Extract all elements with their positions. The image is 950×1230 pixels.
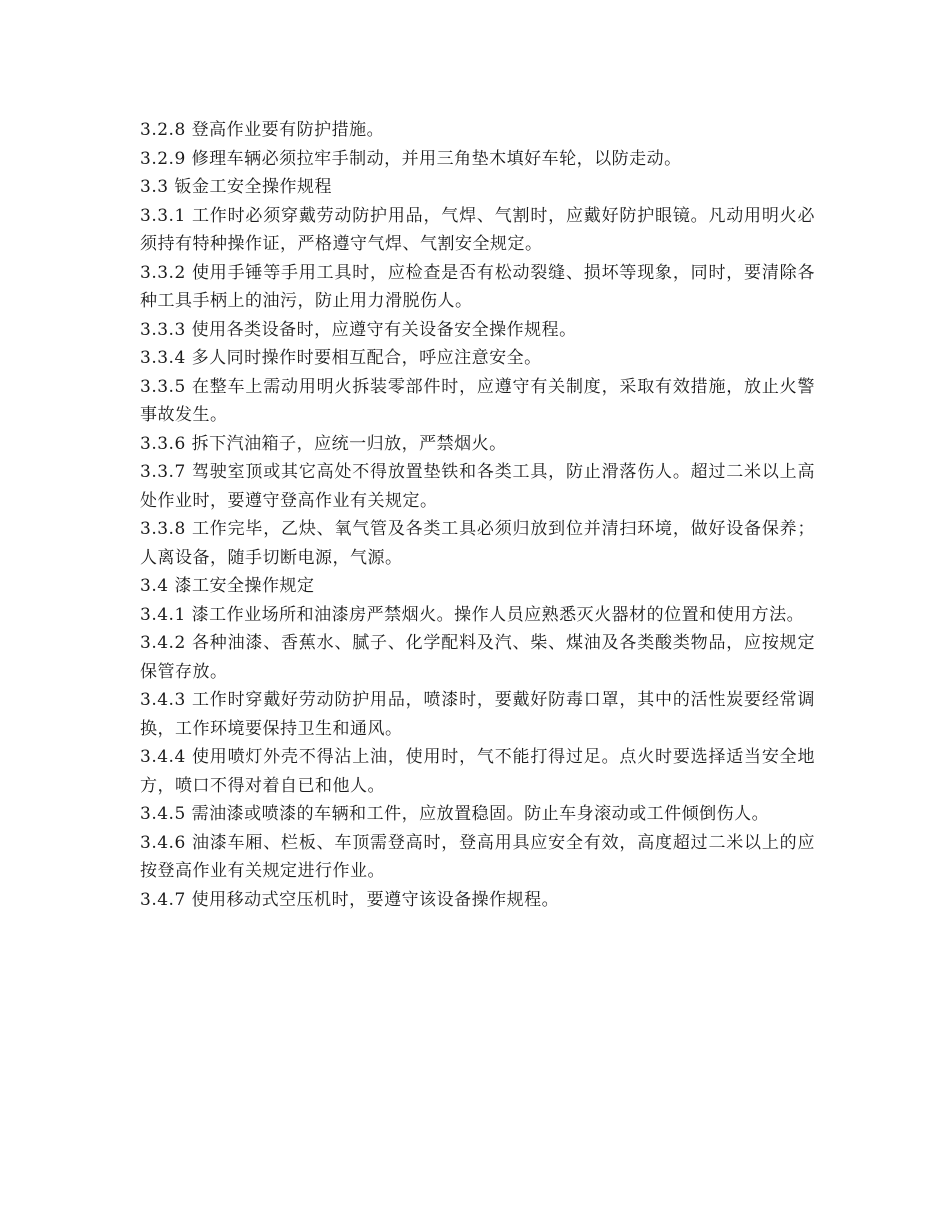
paragraph-3-4-5: 3.4.5 需油漆或喷漆的车辆和工件，应放置稳固。防止车身滚动或工件倾倒伤人。 [140,804,770,824]
paragraph-3-4-6: 3.4.6 油漆车厢、栏板、车顶需登高时，登高用具应安全有效，高度超过二米以上的应按登高作业有关规定进行作业。 [140,832,815,881]
paragraph-3-4-2: 3.4.2 各种油漆、香蕉水、腻子、化学配料及汽、柴、煤油及各类酸类物品，应按规定保管存放。 [140,633,815,682]
paragraph-3-2-9: 3.2.9 修理车辆必须拉牢手制动，并用三角垫木填好车轮，以防走动。 [140,148,682,169]
paragraph-3-3-8: 3.3.8 工作完毕，乙炔、氧气管及各类工具必须归放到位并清扫环境，做好设备保养；人离设备，随手切断电源，气源。 [140,519,815,568]
paragraph-3-3-7: 3.3.7 驾驶室顶或其它高处不得放置垫铁和各类工具，防止滑落伤人。超过二米以上高处作业时，要遵守登高作业有关规定。 [140,462,815,511]
paragraph-3-4-3: 3.4.3 工作时穿戴好劳动防护用品，喷漆时，要戴好防毒口罩，其中的活性炭要经常调换，工作环境要保持卫生和通风。 [140,690,815,739]
paragraph-3-4-1: 3.4.1 漆工作业场所和油漆房严禁烟火。操作人员应熟悉灭火器材的位置和使用方法。 [140,604,805,625]
section-heading-3-4: 3.4 漆工安全操作规定 [140,576,315,596]
paragraph-3-4-7: 3.4.7 使用移动式空压机时，要遵守该设备操作规程。 [140,889,560,910]
paragraph-3-3-1: 3.3.1 工作时必须穿戴劳动防护用品，气焊、气割时，应戴好防护眼镜。凡动用明火必须持有特种操作证，严格遵守气焊、气割安全规定。 [140,205,815,254]
paragraph-3-4-4: 3.4.4 使用喷灯外壳不得沾上油，使用时，气不能打得过足。点火时要选择适当安全地方，喷口不得对着自已和他人。 [140,747,815,796]
paragraph-3-3-5: 3.3.5 在整车上需动用明火拆装零部件时，应遵守有关制度，采取有效措施，放止火警事故发生。 [140,376,815,425]
paragraph-3-3-6: 3.3.6 拆下汽油箱子，应统一归放，严禁烟火。 [140,433,507,454]
section-heading-3-3: 3.3 钣金工安全操作规程 [140,177,332,197]
document-body [140,116,815,914]
paragraph-3-3-3: 3.3.3 使用各类设备时，应遵守有关设备安全操作规程。 [140,319,577,340]
paragraph-3-2-8: 3.2.8 登高作业要有防护措施。 [140,120,385,140]
paragraph-3-3-4: 3.3.4 多人同时操作时要相互配合，呼应注意安全。 [140,348,542,368]
paragraph-3-3-2: 3.3.2 使用手锤等手用工具时，应检查是否有松动裂缝、损坏等现象，同时，要清除各种工具手柄上的油污，防止用力滑脱伤人。 [140,262,815,311]
